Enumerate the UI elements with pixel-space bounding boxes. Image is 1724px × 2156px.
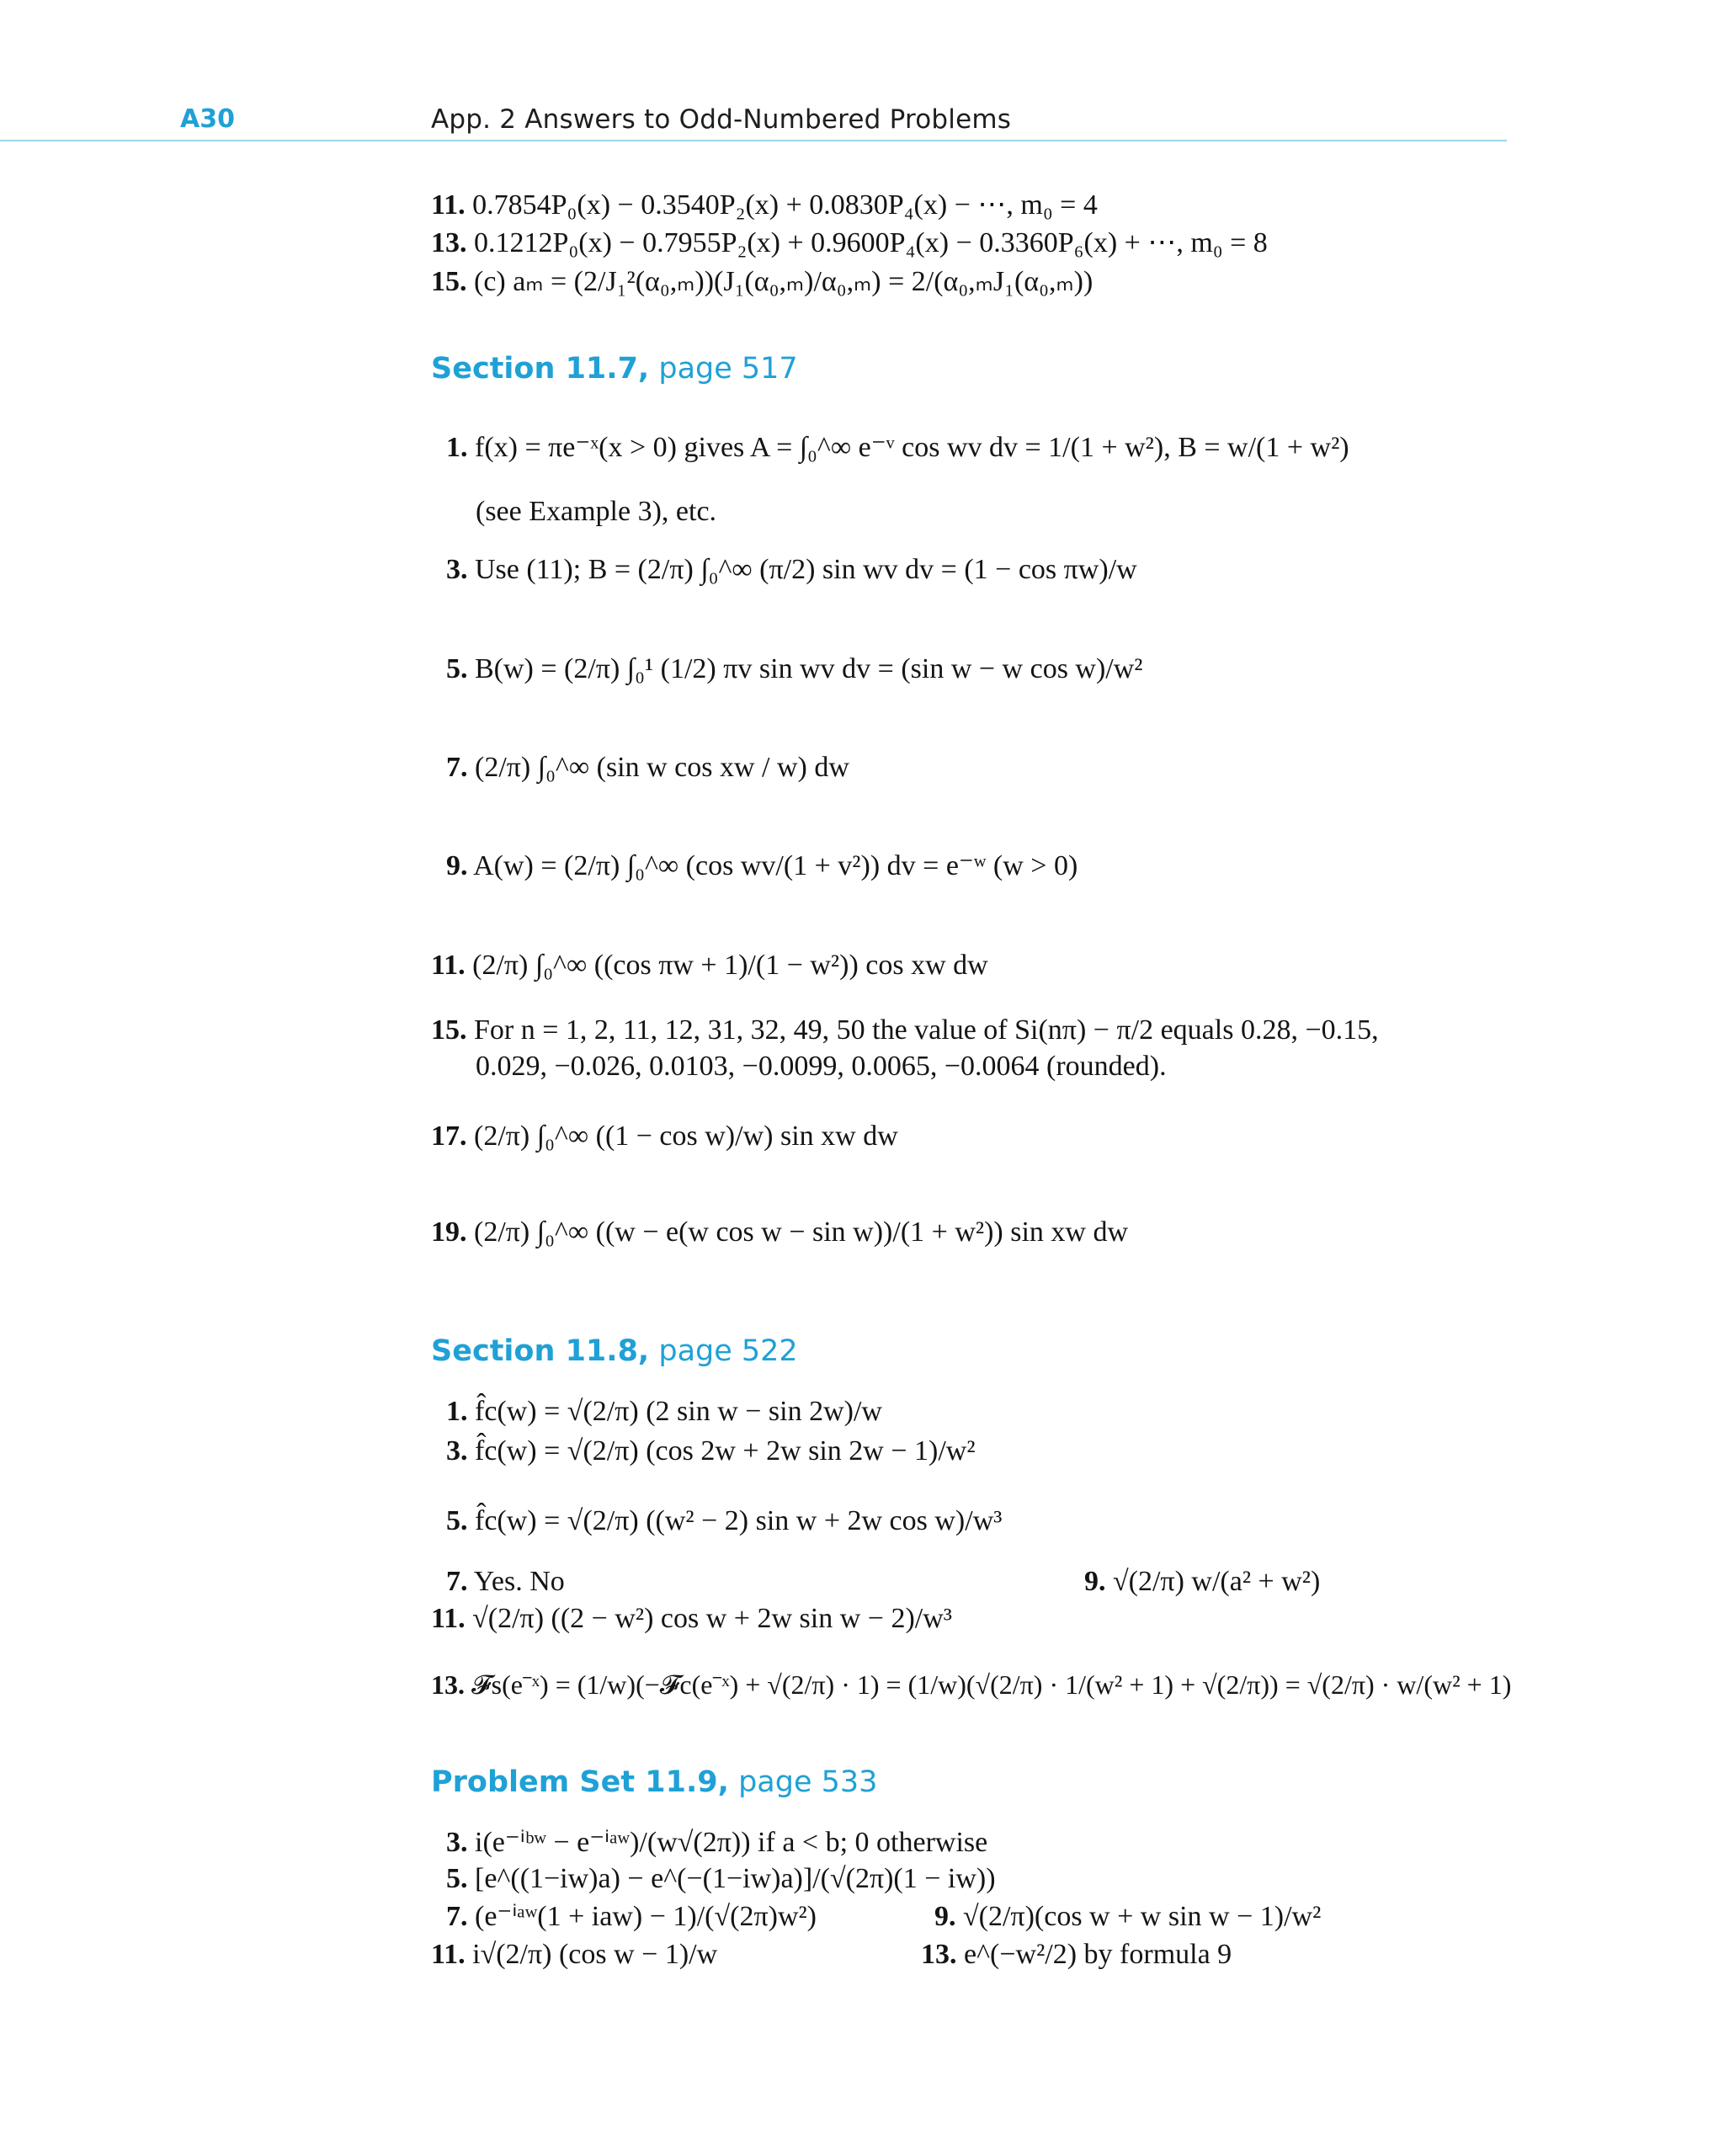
answer-row [446,1903,817,1931]
section-name: Section 11.7, [431,352,650,386]
answer-row [431,191,1098,220]
answer-row [431,268,1093,296]
answer-row [1084,1568,1320,1596]
answer-row [446,1865,996,1893]
answer-number: 11. [431,1603,466,1634]
answer-number: 11. [431,1939,466,1970]
answer-text: f̂c(w) = √(2/π) (2 sin w − sin 2w)/w [475,1396,882,1427]
section-name: Problem Set 11.9, [431,1765,729,1799]
answer-text: √(2/π) ((2 − w²) cos w + 2w sin w − 2)/w³ [472,1603,952,1634]
answer-row [446,1568,565,1596]
running-title: App. 2 Answers to Odd-Numbered Problems [431,104,1012,135]
answer-number: 3. [446,1435,468,1467]
answer-row [446,1437,976,1466]
answer-text: (c) aₘ = (2/J₁²(α₀,ₘ))(J₁(α₀,ₘ)/α₀,ₘ) = 2/(α₀,ₘJ₁(α₀,ₘ)) [474,266,1093,297]
section-page: page 517 [658,352,798,386]
answer-row [446,434,1349,462]
answer-number: 15. [431,1014,467,1046]
answer-row [431,951,988,980]
answer-row [446,655,1143,684]
answer-number: 9. [446,850,468,881]
answer-text: i√(2/π) (cos w − 1)/w [472,1939,718,1970]
answer-row [934,1903,1321,1931]
answer-number: 9. [1084,1566,1106,1597]
answer-number: 11. [431,950,466,981]
answer-number: 13. [431,1669,465,1700]
answer-text: (e⁻ⁱᵃʷ(1 + iaw) − 1)/(√(2π)w²) [475,1901,817,1932]
answer-row [446,1507,1002,1536]
answer-number: 1. [446,1396,468,1427]
answer-row [431,1671,1511,1698]
answer-text: Use (11); B = (2/π) ∫₀^∞ (π/2) sin wv dv = (1 − cos πw)/w [475,554,1137,585]
answer-text: [e^((1−iw)a) − e^(−(1−iw)a)]/(√(2π)(1 − iw)) [475,1863,996,1894]
answer-text: (2/π) ∫₀^∞ ((cos πw + 1)/(1 − w²)) cos xw dw [472,950,988,981]
answer-row [446,1397,882,1426]
answer-text: f̂c(w) = √(2/π) ((w² − 2) sin w + 2w cos w)/w³ [475,1505,1003,1536]
answer-number: 5. [446,653,468,684]
section-page: page 533 [738,1765,878,1799]
answer-number: 19. [431,1216,467,1248]
answer-text: Yes. No [473,1566,565,1597]
answer-number: 5. [446,1505,468,1536]
section-heading [431,1334,798,1368]
answer-text: √(2/π)(cos w + w sin w − 1)/w² [963,1901,1322,1932]
answer-row [431,1218,1128,1247]
answer-number: 3. [446,1827,468,1858]
answer-text: f(x) = πe⁻ˣ(x > 0) gives A = ∫₀^∞ e⁻ᵛ cos wv dv = 1/(1 + w²), B = w/(1 + w²) [475,432,1349,463]
answer-text: √(2/π) w/(a² + w²) [1113,1566,1321,1597]
answer-row [431,1605,952,1633]
answer-number: 9. [934,1901,956,1932]
answer-number: 13. [431,227,467,258]
answer-row [431,229,1268,258]
answer-row [921,1940,1232,1969]
answer-continuation: 0.029, −0.026, 0.0103, −0.0099, 0.0065, −0.0064 (rounded). [476,1051,1167,1082]
answer-text: 0.7854P₀(x) − 0.3540P₂(x) + 0.0830P₄(x) − ⋯, m₀ = 4 [472,189,1098,221]
answer-row [446,556,1137,584]
page-number: A30 [180,104,235,134]
answer-text: i(e⁻ⁱᵇʷ − e⁻ⁱᵃʷ)/(w√(2π)) if a < b; 0 otherwise [475,1827,988,1858]
answer-number: 3. [446,554,468,585]
answer-continuation: (see Example 3), etc. [476,496,717,527]
answer-text: 𝓕s(e⁻ˣ) = (1/w)(−𝓕c(e⁻ˣ) + √(2/π) · 1) = (1/w)(√(2/π) · 1/(w² + 1) + √(2/π)) = √(2/π) · w/(w² + 1) [471,1669,1512,1700]
answer-row [431,1122,898,1151]
header-rule [0,140,1507,141]
answer-number: 1. [446,432,468,463]
answer-row [446,852,1078,881]
answer-text: For n = 1, 2, 11, 12, 31, 32, 49, 50 the value of Si(nπ) − π/2 equals 0.28, −0.15, [474,1014,1379,1046]
section-heading [431,1765,877,1799]
answer-number: 7. [446,752,468,783]
answer-text: f̂c(w) = √(2/π) (cos 2w + 2w sin 2w − 1)/w² [475,1435,976,1467]
answer-number: 7. [446,1901,468,1932]
answer-text: e^(−w²/2) by formula 9 [964,1939,1232,1970]
answer-row [431,1940,717,1969]
answer-text: A(w) = (2/π) ∫₀^∞ (cos wv/(1 + v²)) dv = e⁻ʷ (w > 0) [473,850,1078,881]
answer-text: (2/π) ∫₀^∞ ((w − e(w cos w − sin w))/(1 + w²)) sin xw dw [474,1216,1129,1248]
answer-number: 13. [921,1939,957,1970]
answer-number: 7. [446,1566,468,1597]
section-page: page 522 [658,1334,798,1368]
answer-text: 0.1212P₀(x) − 0.7955P₂(x) + 0.9600P₄(x) − 0.3360P₆(x) + ⋯, m₀ = 8 [474,227,1268,258]
section-heading [431,352,798,386]
section-name: Section 11.8, [431,1334,650,1368]
answer-number: 5. [446,1863,468,1894]
answer-row [446,1829,987,1857]
answer-number: 17. [431,1121,467,1152]
answer-row [446,753,849,782]
answer-row [431,1016,1379,1045]
answer-text: (2/π) ∫₀^∞ ((1 − cos w)/w) sin xw dw [474,1121,898,1152]
answer-text: (2/π) ∫₀^∞ (sin w cos xw / w) dw [475,752,849,783]
answer-text: B(w) = (2/π) ∫₀¹ (1/2) πv sin wv dv = (sin w − w cos w)/w² [475,653,1143,684]
answer-number: 11. [431,189,466,221]
answer-number: 15. [431,266,467,297]
